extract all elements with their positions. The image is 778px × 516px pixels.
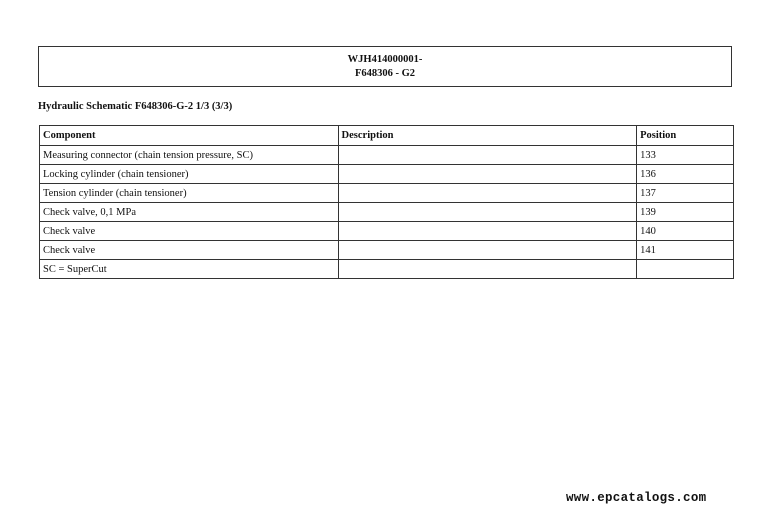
cell-component: Measuring connector (chain tension pressure, SC) bbox=[40, 146, 339, 165]
watermark-url: www.epcatalogs.com bbox=[566, 491, 707, 505]
table-row bbox=[40, 146, 734, 165]
cell-description bbox=[338, 203, 637, 222]
cell-description bbox=[338, 184, 637, 203]
table-row bbox=[40, 203, 734, 222]
components-table bbox=[39, 125, 734, 279]
cell-component: Check valve bbox=[40, 222, 339, 241]
cell-description bbox=[338, 222, 637, 241]
cell-description bbox=[338, 165, 637, 184]
cell-component: Check valve bbox=[40, 241, 339, 260]
cell-component: Check valve, 0,1 MPa bbox=[40, 203, 339, 222]
cell-component: Locking cylinder (chain tensioner) bbox=[40, 165, 339, 184]
cell-description bbox=[338, 260, 637, 279]
cell-position: 137 bbox=[637, 184, 734, 203]
cell-position: 140 bbox=[637, 222, 734, 241]
column-header-position: Position bbox=[637, 126, 734, 146]
table-row bbox=[40, 184, 734, 203]
cell-position bbox=[637, 260, 734, 279]
cell-position: 141 bbox=[637, 241, 734, 260]
table-row bbox=[40, 165, 734, 184]
column-header-component: Component bbox=[40, 126, 339, 146]
cell-component: SC = SuperCut bbox=[40, 260, 339, 279]
section-title: Hydraulic Schematic F648306-G-2 1/3 (3/3) bbox=[38, 101, 233, 112]
table-row bbox=[40, 222, 734, 241]
cell-component: Tension cylinder (chain tensioner) bbox=[40, 184, 339, 203]
table-row bbox=[40, 260, 734, 279]
header-serial-range: WJH414000001- bbox=[347, 53, 423, 65]
cell-description bbox=[338, 241, 637, 260]
document-header-box bbox=[38, 46, 732, 87]
column-header-description: Description bbox=[338, 126, 637, 146]
table-header-row bbox=[40, 126, 734, 146]
table-row bbox=[40, 241, 734, 260]
cell-position: 136 bbox=[637, 165, 734, 184]
cell-position: 139 bbox=[637, 203, 734, 222]
header-model-code: F648306 - G2 bbox=[354, 67, 416, 79]
cell-description bbox=[338, 146, 637, 165]
cell-position: 133 bbox=[637, 146, 734, 165]
